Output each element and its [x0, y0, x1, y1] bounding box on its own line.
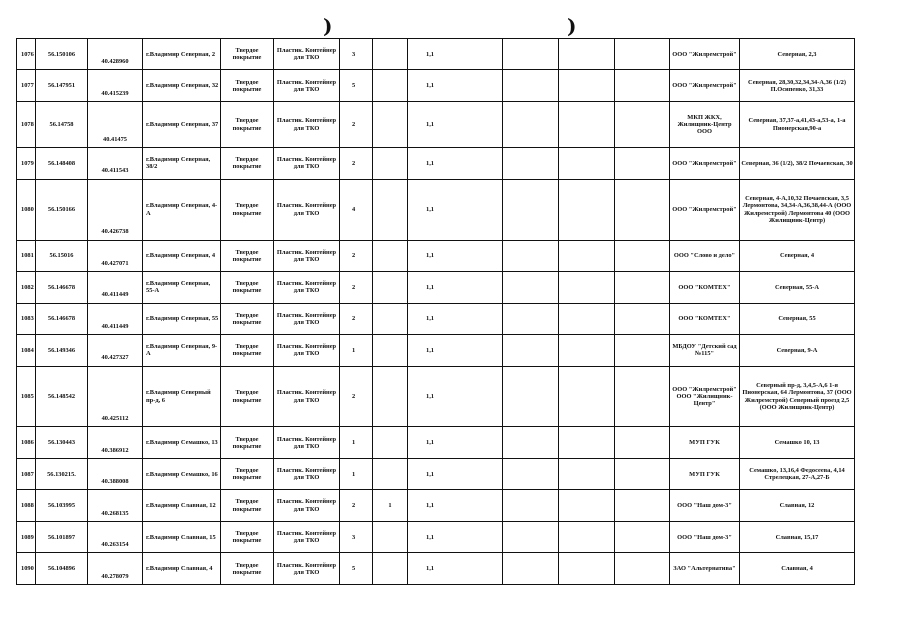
- row-number: 1082: [17, 272, 36, 303]
- container-count-cell: 2: [340, 272, 373, 303]
- container-type-cell: Пластик. Контейнер для ТКО: [274, 179, 340, 240]
- waste-sites-table: [16, 38, 855, 585]
- volume-cell: 1,1: [408, 39, 503, 70]
- volume-cell: 1,1: [408, 553, 503, 585]
- row-number: 1084: [17, 335, 36, 366]
- table-row: [17, 39, 855, 70]
- table-row: [17, 490, 855, 521]
- longitude-cell: 40.388008: [88, 458, 143, 489]
- row-number: 1090: [17, 553, 36, 585]
- container-type-cell: Пластик. Контейнер для ТКО: [274, 70, 340, 101]
- empty-cell: [559, 521, 615, 552]
- longitude-cell: 40.386912: [88, 427, 143, 458]
- empty-cell: [503, 70, 559, 101]
- latitude-cell: 56.104896: [36, 553, 88, 585]
- container-type-cell: Пластик. Контейнер для ТКО: [274, 335, 340, 366]
- surface-cell: Твердое покрытие: [221, 490, 274, 521]
- volume-cell: 1,1: [408, 366, 503, 427]
- volume-cell: 1,1: [408, 490, 503, 521]
- extra-count-cell: [373, 179, 408, 240]
- empty-cell: [559, 179, 615, 240]
- organization-cell: ЗАО "Альтернатива": [670, 553, 740, 585]
- organization-cell: ООО "Слово и дело": [670, 240, 740, 271]
- row-number: 1088: [17, 490, 36, 521]
- empty-cell: [615, 39, 670, 70]
- empty-cell: [503, 148, 559, 179]
- buildings-served-cell: Семашко 10, 13: [740, 427, 855, 458]
- address-cell: г.Владимир Северная, 4: [143, 240, 221, 271]
- surface-cell: Твердое покрытие: [221, 179, 274, 240]
- container-count-cell: 4: [340, 179, 373, 240]
- surface-cell: Твердое покрытие: [221, 335, 274, 366]
- buildings-served-cell: Северная, 9-А: [740, 335, 855, 366]
- organization-cell: ООО "Жилремстрой": [670, 148, 740, 179]
- longitude-cell: 40.411449: [88, 272, 143, 303]
- longitude-cell: 40.425112: [88, 366, 143, 427]
- latitude-cell: 56.146678: [36, 272, 88, 303]
- container-count-cell: 2: [340, 490, 373, 521]
- empty-cell: [503, 490, 559, 521]
- longitude-cell: 40.427327: [88, 335, 143, 366]
- empty-cell: [615, 240, 670, 271]
- organization-cell: ООО "КОМТЕХ": [670, 272, 740, 303]
- empty-cell: [559, 240, 615, 271]
- empty-cell: [503, 458, 559, 489]
- address-cell: г.Владимир Семашко, 13: [143, 427, 221, 458]
- table-row: [17, 427, 855, 458]
- row-number: 1087: [17, 458, 36, 489]
- latitude-cell: 56.15016: [36, 240, 88, 271]
- punch-mark: ): [323, 14, 333, 38]
- table-row: [17, 240, 855, 271]
- volume-cell: 1,1: [408, 240, 503, 271]
- table-row: [17, 553, 855, 585]
- empty-cell: [615, 335, 670, 366]
- volume-cell: 1,1: [408, 458, 503, 489]
- buildings-served-cell: Северная, 36 (1/2), 38/2 Почаевская, 30: [740, 148, 855, 179]
- address-cell: г.Владимир Северная, 2: [143, 39, 221, 70]
- address-cell: г.Владимир Северная, 9-А: [143, 335, 221, 366]
- surface-cell: Твердое покрытие: [221, 427, 274, 458]
- empty-cell: [615, 553, 670, 585]
- buildings-served-cell: Северная, 55-А: [740, 272, 855, 303]
- surface-cell: Твердое покрытие: [221, 553, 274, 585]
- extra-count-cell: [373, 39, 408, 70]
- empty-cell: [615, 148, 670, 179]
- container-type-cell: Пластик. Контейнер для ТКО: [274, 553, 340, 585]
- empty-cell: [559, 70, 615, 101]
- container-count-cell: 3: [340, 521, 373, 552]
- organization-cell: МУП ГУК: [670, 427, 740, 458]
- latitude-cell: 56.101897: [36, 521, 88, 552]
- address-cell: г.Владимир Северная, 55-А: [143, 272, 221, 303]
- surface-cell: Твердое покрытие: [221, 70, 274, 101]
- surface-cell: Твердое покрытие: [221, 240, 274, 271]
- buildings-served-cell: Северная, 55: [740, 303, 855, 334]
- table-row: [17, 303, 855, 334]
- buildings-served-cell: Славная, 15,17: [740, 521, 855, 552]
- address-cell: г.Владимир Славная, 15: [143, 521, 221, 552]
- address-cell: г.Владимир Славная, 4: [143, 553, 221, 585]
- row-number: 1078: [17, 101, 36, 147]
- container-type-cell: Пластик. Контейнер для ТКО: [274, 303, 340, 334]
- table-row: [17, 272, 855, 303]
- longitude-cell: 40.411449: [88, 303, 143, 334]
- container-type-cell: Пластик. Контейнер для ТКО: [274, 458, 340, 489]
- empty-cell: [503, 335, 559, 366]
- longitude-cell: 40.415239: [88, 70, 143, 101]
- organization-cell: ООО "Жилремстрой": [670, 70, 740, 101]
- empty-cell: [615, 70, 670, 101]
- empty-cell: [615, 272, 670, 303]
- surface-cell: Твердое покрытие: [221, 366, 274, 427]
- organization-cell: МУП ГУК: [670, 458, 740, 489]
- container-count-cell: 1: [340, 458, 373, 489]
- extra-count-cell: [373, 553, 408, 585]
- organization-cell: ООО "Жилремстрой" ООО "Жилищник-Центр": [670, 366, 740, 427]
- surface-cell: Твердое покрытие: [221, 148, 274, 179]
- container-count-cell: 2: [340, 303, 373, 334]
- container-type-cell: Пластик. Контейнер для ТКО: [274, 39, 340, 70]
- empty-cell: [615, 303, 670, 334]
- empty-cell: [559, 148, 615, 179]
- buildings-served-cell: Северная, 2,3: [740, 39, 855, 70]
- longitude-cell: 40.268135: [88, 490, 143, 521]
- extra-count-cell: [373, 335, 408, 366]
- container-count-cell: 2: [340, 240, 373, 271]
- surface-cell: Твердое покрытие: [221, 303, 274, 334]
- address-cell: г.Владимир Славная, 12: [143, 490, 221, 521]
- extra-count-cell: [373, 303, 408, 334]
- organization-cell: ООО "Жилремстрой": [670, 39, 740, 70]
- container-count-cell: 2: [340, 366, 373, 427]
- latitude-cell: 56.148408: [36, 148, 88, 179]
- longitude-cell: 40.426738: [88, 179, 143, 240]
- buildings-served-cell: Северный пр-д, 3,4,5-А,6 1-я Пионерская, 64 Лермонтова, 37 (ООО Жилремстрой) Северный проезд 2,5 (ООО Жилищник-Центр): [740, 366, 855, 427]
- row-number: 1085: [17, 366, 36, 427]
- row-number: 1081: [17, 240, 36, 271]
- latitude-cell: 56.103995: [36, 490, 88, 521]
- empty-cell: [559, 335, 615, 366]
- empty-cell: [615, 366, 670, 427]
- empty-cell: [503, 179, 559, 240]
- extra-count-cell: [373, 366, 408, 427]
- longitude-cell: 40.278079: [88, 553, 143, 585]
- longitude-cell: 40.427071: [88, 240, 143, 271]
- empty-cell: [559, 427, 615, 458]
- row-number: 1080: [17, 179, 36, 240]
- row-number: 1076: [17, 39, 36, 70]
- address-cell: г.Владимир Северная, 38/2: [143, 148, 221, 179]
- table-row: [17, 521, 855, 552]
- buildings-served-cell: Славная, 4: [740, 553, 855, 585]
- buildings-served-cell: Северная, 4-А,10,32 Почаевская, 3,5 Лермонтова, 34,34-А,36,38,44-А (ООО Жилремстрой) Лермонтова 40 (ООО Жилищник-Центр): [740, 179, 855, 240]
- empty-cell: [615, 427, 670, 458]
- empty-cell: [503, 521, 559, 552]
- row-number: 1079: [17, 148, 36, 179]
- buildings-served-cell: Северная, 4: [740, 240, 855, 271]
- address-cell: г.Владимир Северный пр-д, 6: [143, 366, 221, 427]
- container-type-cell: Пластик. Контейнер для ТКО: [274, 272, 340, 303]
- volume-cell: 1,1: [408, 70, 503, 101]
- extra-count-cell: 1: [373, 490, 408, 521]
- longitude-cell: 40.263154: [88, 521, 143, 552]
- empty-cell: [559, 303, 615, 334]
- organization-cell: ООО "КОМТЕХ": [670, 303, 740, 334]
- surface-cell: Твердое покрытие: [221, 39, 274, 70]
- surface-cell: Твердое покрытие: [221, 101, 274, 147]
- buildings-served-cell: Северная, 37,37-а,41,43-а,53-а, 1-а Пионерская,90-а: [740, 101, 855, 147]
- volume-cell: 1,1: [408, 303, 503, 334]
- empty-cell: [559, 553, 615, 585]
- organization-cell: МБДОУ "Детский сад №115": [670, 335, 740, 366]
- volume-cell: 1,1: [408, 335, 503, 366]
- table-row: [17, 148, 855, 179]
- longitude-cell: 40.411543: [88, 148, 143, 179]
- latitude-cell: 56.147951: [36, 70, 88, 101]
- address-cell: г.Владимир Северная, 55: [143, 303, 221, 334]
- volume-cell: 1,1: [408, 179, 503, 240]
- container-type-cell: Пластик. Контейнер для ТКО: [274, 521, 340, 552]
- empty-cell: [559, 101, 615, 147]
- empty-cell: [559, 458, 615, 489]
- empty-cell: [615, 521, 670, 552]
- empty-cell: [615, 101, 670, 147]
- address-cell: г.Владимир Семашко, 16: [143, 458, 221, 489]
- container-count-cell: 2: [340, 148, 373, 179]
- extra-count-cell: [373, 148, 408, 179]
- empty-cell: [503, 553, 559, 585]
- empty-cell: [615, 490, 670, 521]
- latitude-cell: 56.130215.: [36, 458, 88, 489]
- table-row: [17, 458, 855, 489]
- empty-cell: [503, 101, 559, 147]
- empty-cell: [615, 179, 670, 240]
- latitude-cell: 56.14758: [36, 101, 88, 147]
- empty-cell: [559, 272, 615, 303]
- volume-cell: 1,1: [408, 521, 503, 552]
- longitude-cell: 40.428960: [88, 39, 143, 70]
- empty-cell: [559, 366, 615, 427]
- buildings-served-cell: Северная, 28,30,32,34,34-А,36 (1/2) П.Осипенко, 31,33: [740, 70, 855, 101]
- container-count-cell: 5: [340, 553, 373, 585]
- table-row: [17, 70, 855, 101]
- organization-cell: ООО "Наш дом-3": [670, 521, 740, 552]
- surface-cell: Твердое покрытие: [221, 272, 274, 303]
- extra-count-cell: [373, 101, 408, 147]
- latitude-cell: 56.149346: [36, 335, 88, 366]
- container-count-cell: 3: [340, 39, 373, 70]
- container-type-cell: Пластик. Контейнер для ТКО: [274, 240, 340, 271]
- table-row: [17, 366, 855, 427]
- address-cell: г.Владимир Северная, 4-А: [143, 179, 221, 240]
- empty-cell: [559, 39, 615, 70]
- address-cell: г.Владимир Северная, 37: [143, 101, 221, 147]
- extra-count-cell: [373, 70, 408, 101]
- row-number: 1089: [17, 521, 36, 552]
- volume-cell: 1,1: [408, 427, 503, 458]
- empty-cell: [559, 490, 615, 521]
- container-type-cell: Пластик. Контейнер для ТКО: [274, 366, 340, 427]
- extra-count-cell: [373, 427, 408, 458]
- container-count-cell: 1: [340, 427, 373, 458]
- volume-cell: 1,1: [408, 101, 503, 147]
- row-number: 1086: [17, 427, 36, 458]
- punch-mark: ): [567, 14, 577, 38]
- container-type-cell: Пластик. Контейнер для ТКО: [274, 148, 340, 179]
- latitude-cell: 56.150106: [36, 39, 88, 70]
- extra-count-cell: [373, 521, 408, 552]
- surface-cell: Твердое покрытие: [221, 521, 274, 552]
- container-count-cell: 1: [340, 335, 373, 366]
- container-type-cell: Пластик. Контейнер для ТКО: [274, 490, 340, 521]
- empty-cell: [615, 458, 670, 489]
- row-number: 1083: [17, 303, 36, 334]
- table-row: [17, 179, 855, 240]
- container-count-cell: 5: [340, 70, 373, 101]
- extra-count-cell: [373, 458, 408, 489]
- extra-count-cell: [373, 240, 408, 271]
- empty-cell: [503, 303, 559, 334]
- container-type-cell: Пластик. Контейнер для ТКО: [274, 101, 340, 147]
- surface-cell: Твердое покрытие: [221, 458, 274, 489]
- volume-cell: 1,1: [408, 148, 503, 179]
- organization-cell: МКП ЖКХ, Жилищник-Центр ООО: [670, 101, 740, 147]
- extra-count-cell: [373, 272, 408, 303]
- address-cell: г.Владимир Северная, 32: [143, 70, 221, 101]
- latitude-cell: 56.148542: [36, 366, 88, 427]
- table-row: [17, 101, 855, 147]
- container-count-cell: 2: [340, 101, 373, 147]
- buildings-served-cell: Славная, 12: [740, 490, 855, 521]
- organization-cell: ООО "Наш дом-3": [670, 490, 740, 521]
- organization-cell: ООО "Жилремстрой": [670, 179, 740, 240]
- table-row: [17, 335, 855, 366]
- empty-cell: [503, 427, 559, 458]
- empty-cell: [503, 39, 559, 70]
- longitude-cell: 40.41475: [88, 101, 143, 147]
- latitude-cell: 56.146678: [36, 303, 88, 334]
- empty-cell: [503, 240, 559, 271]
- buildings-served-cell: Семашко, 13,16,4 Федосеева, 4,14 Стрелецкая, 27-А,27-Б: [740, 458, 855, 489]
- row-number: 1077: [17, 70, 36, 101]
- empty-cell: [503, 366, 559, 427]
- empty-cell: [503, 272, 559, 303]
- container-type-cell: Пластик. Контейнер для ТКО: [274, 427, 340, 458]
- latitude-cell: 56.150166: [36, 179, 88, 240]
- latitude-cell: 56.130443: [36, 427, 88, 458]
- volume-cell: 1,1: [408, 272, 503, 303]
